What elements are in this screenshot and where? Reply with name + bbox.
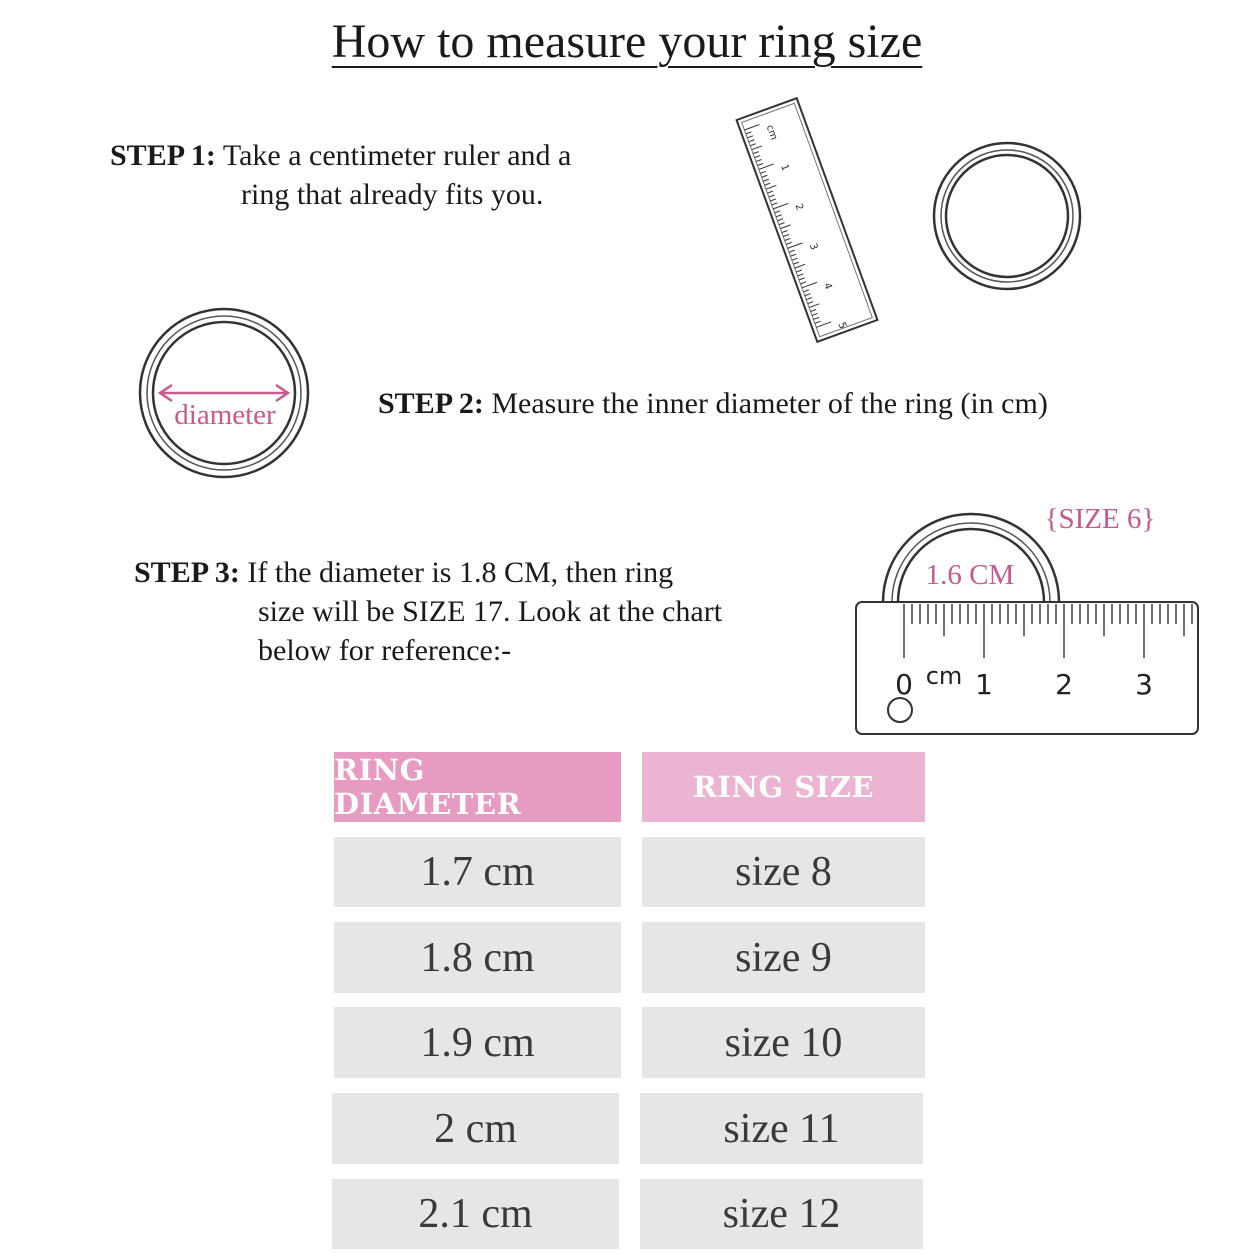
- ruler-number-0: 0: [895, 668, 913, 701]
- small-ruler-number: 4: [821, 281, 834, 292]
- page-title: How to measure your ring size: [331, 15, 923, 68]
- table-cell-size-2: size 9: [642, 922, 925, 993]
- table-header-size: RING SIZE: [642, 752, 925, 822]
- table-cell-size-4: size 11: [640, 1093, 923, 1164]
- step-3-text-line3: below for reference:-: [258, 634, 512, 667]
- ruler-number-3: 3: [1135, 668, 1153, 701]
- small-ruler-number: 2: [792, 202, 805, 213]
- table-header-diameter: RING DIAMETER: [334, 752, 621, 822]
- ruler-number-2: 2: [1055, 668, 1073, 701]
- step-1-text-line2: ring that already fits you.: [241, 178, 544, 211]
- small-ruler-number: cm: [763, 123, 780, 142]
- step-3-label: STEP 3:: [134, 556, 240, 589]
- step-1-label: STEP 1:: [110, 139, 216, 172]
- step-1-text-line1: Take a centimeter ruler and a: [222, 139, 572, 172]
- table-cell-diameter-1: 1.7 cm: [334, 837, 621, 907]
- table-cell-diameter-2: 1.8 cm: [334, 922, 621, 993]
- ring-icon: [934, 143, 1080, 289]
- step-3-text-line2: size will be SIZE 17. Look at the chart: [258, 595, 723, 628]
- diameter-ring-icon: [140, 309, 308, 477]
- table-cell-size-5: size 12: [640, 1179, 923, 1249]
- large-ruler-icon: [856, 602, 1198, 734]
- table-cell-size-1: size 8: [642, 837, 925, 907]
- example-measure: 1.6 CM: [925, 559, 1015, 591]
- step-2-text: Measure the inner diameter of the ring (in cm): [491, 387, 1048, 420]
- ruler-unit-label: cm: [925, 662, 963, 690]
- table-cell-diameter-5: 2.1 cm: [332, 1179, 619, 1249]
- small-ruler-number: 1: [778, 162, 791, 173]
- small-ruler-number: 5: [835, 320, 848, 331]
- step-2-label: STEP 2:: [378, 387, 484, 420]
- table-cell-size-3: size 10: [642, 1007, 925, 1078]
- example-size: {SIZE 6}: [1044, 503, 1156, 535]
- small-ruler-number: 3: [806, 241, 820, 252]
- ruler-number-1: 1: [975, 668, 993, 701]
- table-cell-diameter-4: 2 cm: [332, 1093, 619, 1164]
- diameter-label: diameter: [174, 399, 276, 431]
- table-cell-diameter-3: 1.9 cm: [334, 1007, 621, 1078]
- step-3-text-line1: If the diameter is 1.8 CM, then ring: [247, 556, 674, 589]
- small-ruler-icon: [737, 98, 878, 342]
